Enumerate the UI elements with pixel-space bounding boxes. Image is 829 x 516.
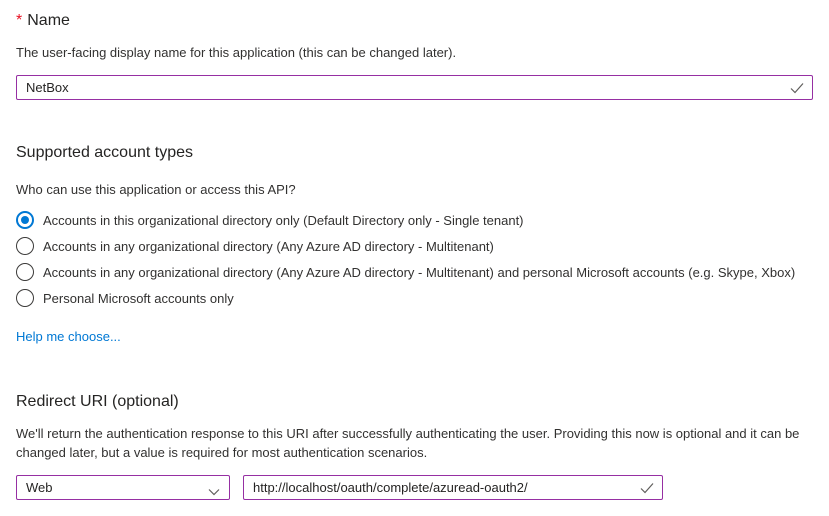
name-section-heading <box>16 11 813 31</box>
radio-option-label: Personal Microsoft accounts only <box>43 290 234 306</box>
radio-option-multitenant[interactable] <box>16 233 813 259</box>
radio-button-icon <box>16 263 34 281</box>
name-input[interactable] <box>17 76 812 99</box>
name-description: The user-facing display name for this application (this can be changed later). <box>16 45 457 60</box>
account-type-radio-group <box>16 207 813 311</box>
radio-button-icon <box>16 211 34 229</box>
radio-option-label: Accounts in any organizational directory (Any Azure AD directory - Multitenant) and personal Microsoft accounts (e.g. Skype, Xbox) <box>43 264 796 280</box>
radio-button-icon <box>16 237 34 255</box>
required-marker: * <box>16 12 23 29</box>
radio-option-label: Accounts in any organizational directory (Any Azure AD directory - Multitenant) <box>43 238 494 254</box>
platform-select-value: Web <box>26 480 53 495</box>
radio-option-multitenant-personal[interactable] <box>16 259 813 285</box>
redirect-uri-input[interactable] <box>244 476 662 499</box>
redirect-uri-section <box>16 392 813 500</box>
name-input-box <box>16 75 813 100</box>
radio-option-single-tenant[interactable] <box>16 207 813 233</box>
radio-option-personal-only[interactable] <box>16 285 813 311</box>
redirect-uri-heading: Redirect URI (optional) <box>16 393 179 410</box>
name-label: Name <box>27 12 70 29</box>
redirect-uri-controls <box>16 475 813 500</box>
platform-select[interactable] <box>16 475 230 500</box>
redirect-uri-input-box <box>243 475 663 500</box>
help-me-choose-link[interactable]: Help me choose... <box>16 329 121 344</box>
chevron-down-icon <box>208 484 220 492</box>
account-types-heading: Supported account types <box>16 144 194 161</box>
account-types-question: Who can use this application or access this API? <box>16 182 296 197</box>
radio-button-icon <box>16 289 34 307</box>
redirect-uri-description: We'll return the authentication response to this URI after successfully authenticating the user. Providing this now is optional and it can be changed later, but a value is required for most authentication scenarios. <box>16 426 800 460</box>
supported-account-types-section <box>16 143 813 346</box>
radio-option-label: Accounts in this organizational directory only (Default Directory only - Single tenant) <box>43 212 524 228</box>
